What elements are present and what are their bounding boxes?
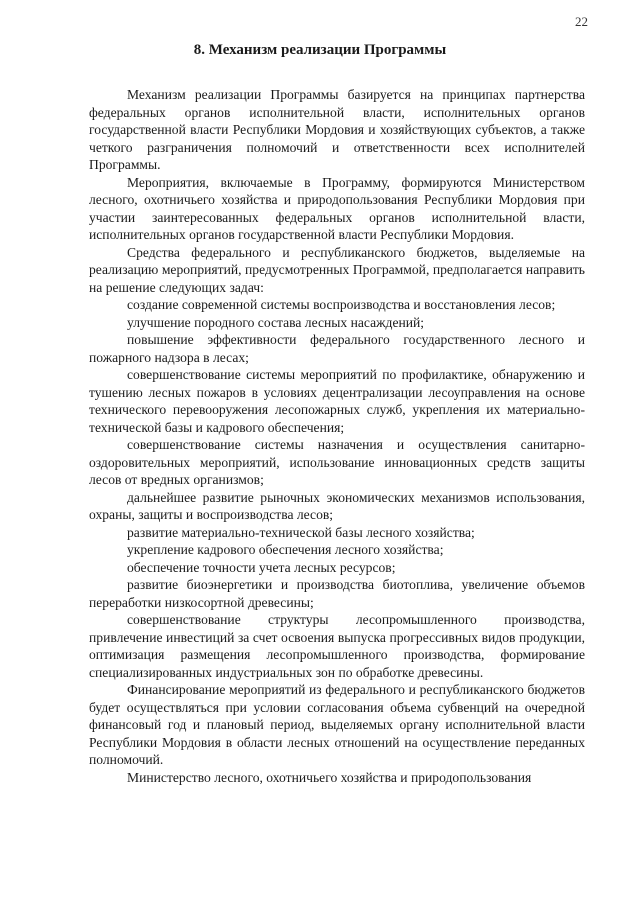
paragraph-ministry: Министерство лесного, охотничьего хозяйства и природопользования bbox=[127, 769, 532, 785]
section-heading: 8. Механизм реализации Программы bbox=[193, 42, 447, 58]
task-item: дальнейшее развитие рыночных экономических механизмов использования, охраны, защиты и воспроизводства лесов; bbox=[89, 489, 585, 522]
task-item: улучшение породного состава лесных насаждений; bbox=[127, 314, 425, 330]
task-item: создание современной системы воспроизводства и восстановления лесов; bbox=[127, 297, 556, 312]
paragraph-funds: Средства федерального и республиканского бюджетов, выделяемые на реализацию мероприятий, предусмотренных Программой, предполагается направить на решение следующих задач: bbox=[89, 244, 585, 295]
page-number: 22 bbox=[575, 14, 588, 29]
task-item: повышение эффективности федерального государственного лесного и пожарного надзора в лесах; bbox=[89, 332, 585, 365]
task-item: укрепление кадрового обеспечения лесного хозяйства; bbox=[127, 542, 444, 557]
task-item: совершенствование системы назначения и осуществления санитарно-оздоровительных мероприятий, использование инновационных средств защиты лесов от вредных организмов; bbox=[89, 437, 585, 487]
task-item: обеспечение точности учета лесных ресурсов; bbox=[127, 559, 396, 575]
paragraph-mechanism: Механизм реализации Программы базируется на принципах партнерства федеральных органов исполнительной власти, исполнительных органов государственной власти Республики Мордовия и хозяйствующих субъектов, а также четкого разграничения полномочий и ответственности всех исполнителей Программы. bbox=[89, 87, 585, 172]
document-body bbox=[89, 86, 585, 786]
task-item: совершенствование системы мероприятий по профилактике, обнаружению и тушению лесных пожаров в условиях децентрализации лесоуправления на основе технического перевооружения лесопожарных служб, укрепления их материально-технической базы и кадрового обеспечения; bbox=[89, 367, 585, 435]
task-item: совершенствование структуры лесопромышленного производства, привлечение инвестиций за счет освоения выпуска прогрессивных видов продукции, оптимизация размещения лесопромышленного производства, формирование специализированных индустриальных зон по обработке древесины. bbox=[89, 612, 585, 680]
task-item: развитие материально-технической базы лесного хозяйства; bbox=[127, 524, 475, 540]
paragraph-financing: Финансирование мероприятий из федерального и республиканского бюджетов будет осуществляться при условии согласования объема субвенций на очередной финансовый год и плановый период, выделяемых органу исполнительной власти Республики Мордовия в области лесных отношений на осуществление переданных полномочий. bbox=[89, 682, 585, 767]
task-item: развитие биоэнергетики и производства биотоплива, увеличение объемов переработки низкосортной древесины; bbox=[89, 577, 585, 610]
paragraph-activities: Мероприятия, включаемые в Программу, формируются Министерством лесного, охотничьего хозяйства и природопользования Республики Мордовия при участии заинтересованных федеральных органов исполнительной власти, исполнительных органов государственной власти Республики Мордовия. bbox=[89, 174, 585, 242]
